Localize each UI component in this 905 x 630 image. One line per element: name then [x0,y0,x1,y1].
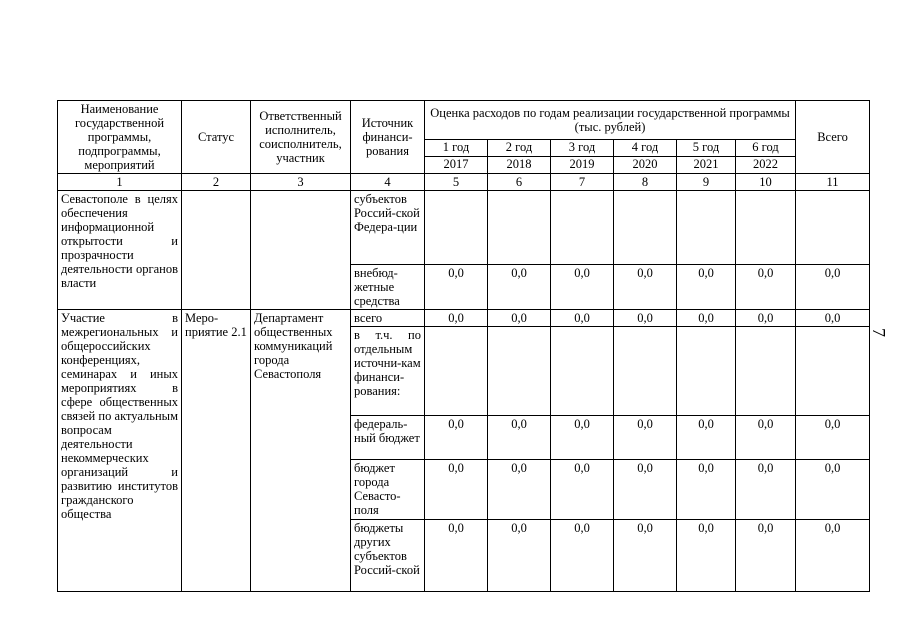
column-index: 4 [351,174,425,191]
value-cell: 0,0 [736,310,796,327]
value-cell: 0,0 [677,520,736,592]
year-label: 4 год [614,139,677,156]
year-value: 2020 [614,156,677,173]
value-cell: 0,0 [488,265,551,310]
value-cell [425,327,488,416]
value-cell: 0,0 [488,460,551,520]
value-cell [796,327,870,416]
table-row [58,191,870,265]
value-cell: 0,0 [614,416,677,460]
column-index: 7 [551,174,614,191]
responsible-cell [251,191,351,310]
program-name: Севастополе в целях обеспечения информационной открытости и прозрачности деятельности органов власти [58,191,182,310]
value-cell: 0,0 [551,416,614,460]
value-cell: 0,0 [796,416,870,460]
value-cell: 0,0 [677,416,736,460]
column-index: 6 [488,174,551,191]
value-cell [677,327,736,416]
value-cell [488,191,551,265]
value-cell: 0,0 [677,265,736,310]
value-cell [614,327,677,416]
responsible-cell: Департамент общественных коммуникаций города Севастополя [251,310,351,592]
value-cell [425,191,488,265]
value-cell [614,191,677,265]
status-cell [182,191,251,310]
source-cell: субъектов Россий-ской Федера-ции [351,191,425,265]
value-cell: 0,0 [551,265,614,310]
value-cell: 0,0 [796,265,870,310]
value-cell: 0,0 [551,520,614,592]
column-index: 9 [677,174,736,191]
value-cell: 0,0 [614,520,677,592]
value-cell: 0,0 [736,416,796,460]
value-cell: 0,0 [796,460,870,520]
year-value: 2022 [736,156,796,173]
source-cell: в т.ч. по отдельным источни-кам финанси-рования: [351,327,425,416]
value-cell: 0,0 [614,310,677,327]
column-index: 8 [614,174,677,191]
value-cell [736,191,796,265]
value-cell [677,191,736,265]
value-cell: 0,0 [796,520,870,592]
year-value: 2017 [425,156,488,173]
year-label: 5 год [677,139,736,156]
year-value: 2021 [677,156,736,173]
value-cell: 0,0 [425,460,488,520]
year-value: 2019 [551,156,614,173]
value-cell: 0,0 [677,310,736,327]
value-cell: 0,0 [614,460,677,520]
value-cell: 0,0 [488,310,551,327]
column-index: 10 [736,174,796,191]
source-cell: всего [351,310,425,327]
column-index: 2 [182,174,251,191]
value-cell: 0,0 [736,265,796,310]
value-cell [551,327,614,416]
value-cell [736,327,796,416]
header-responsible: Ответственный исполнитель, соисполнитель, участник [251,101,351,174]
value-cell: 0,0 [677,460,736,520]
value-cell: 0,0 [425,310,488,327]
year-label: 2 год [488,139,551,156]
budget-table [57,100,870,592]
value-cell: 0,0 [614,265,677,310]
value-cell [488,327,551,416]
value-cell [551,191,614,265]
value-cell: 0,0 [488,416,551,460]
value-cell: 0,0 [425,520,488,592]
column-index: 1 [58,174,182,191]
value-cell: 0,0 [551,310,614,327]
year-label: 6 год [736,139,796,156]
value-cell: 0,0 [736,520,796,592]
year-value: 2018 [488,156,551,173]
header-name: Наименование государственной программы, подпрограммы, мероприятий [58,101,182,174]
value-cell: 0,0 [796,310,870,327]
value-cell [796,191,870,265]
table-row [58,310,870,327]
column-index: 5 [425,174,488,191]
header-source: Источник финанси-рования [351,101,425,174]
header-status: Статус [182,101,251,174]
year-label: 1 год [425,139,488,156]
source-cell: бюджет города Севасто-поля [351,460,425,520]
status-cell: Меро-приятие 2.1 [182,310,251,592]
value-cell: 0,0 [425,416,488,460]
program-name: Участие в межрегиональных и общероссийских конференциях, семинарах и иных мероприятиях в сфере общественных связей по актуальным вопросам деятельности некоммерческих организаций и развитию институтов гражданского общества [58,310,182,592]
column-index: 3 [251,174,351,191]
source-cell: бюджеты других субъектов Россий-ской [351,520,425,592]
source-cell: федераль-ный бюджет [351,416,425,460]
year-label: 3 год [551,139,614,156]
source-cell: внебюд-жетные средства [351,265,425,310]
header-total: Всего [796,101,870,174]
value-cell: 0,0 [488,520,551,592]
page-number: 7 [869,328,889,337]
value-cell: 0,0 [425,265,488,310]
column-index: 11 [796,174,870,191]
value-cell: 0,0 [551,460,614,520]
value-cell: 0,0 [736,460,796,520]
header-estimate: Оценка расходов по годам реализации государственной программы (тыс. рублей) [425,101,796,140]
